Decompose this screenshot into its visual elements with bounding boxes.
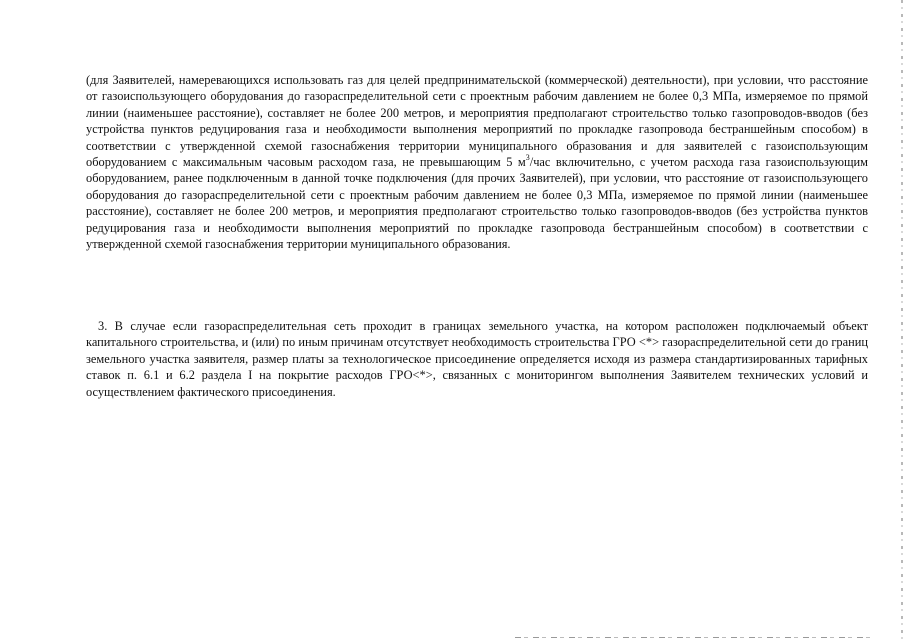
paragraph-3: 3. В случае если газораспределительная сеть проходит в границах земельного участка, на котором расположен подключаемый объект капитального строительства, и (или) по иным причинам отсутствует необходимость строительства ГРО <*> газораспределительной сети до границ земельного участка заявителя, размер платы за технологическое присоединение определяется исходя из размера стандартизированных тарифных ставок п. 6.1 и 6.2 раздела I на покрытие расходов ГРО<*>, связанных с мониторингом выполнения Заявителем технических условий и осуществлением фактического присоединения.	[86, 319, 868, 399]
paragraph-1-text-b: /час включительно, с учетом расхода газа газоиспользующим оборудованием, ранее подключенным в данной точке подключения (для прочих Заявителей), при условии, что расстояние от газоиспользующего оборудования до газораспределительной сети с проектным рабочим давлением не более 0,3 МПа, измеряемое по прямой линии (наименьшее расстояние), составляет не более 200 метров, и мероприятия предполагают строительство только газопроводов-вводов (без устройства пунктов редуцирования газа и необходимости выполнения мероприятий по прокладке газопровода бестраншейным способом) в соответствии с утвержденной схемой газоснабжения территории муниципального образования.	[86, 155, 868, 252]
paragraph-1-text-a: (для Заявителей, намеревающихся использовать газ для целей предпринимательской (коммерческой) деятельности), при условии, что расстояние от газоиспользующего оборудования до газораспределительной сети с проектным рабочим давлением не более 0,3 МПа, измеряемое по прямой линии (наименьшее расстояние), составляет не более 200 метров, и мероприятия предполагают строительство только газопроводов-вводов (без устройства пунктов редуцирования газа и необходимости выполнения мероприятий по прокладке газопровода бестраншейным способом) в соответствии с утвержденной схемой газоснабжения территории муниципального образования и для заявителей с газоиспользующим оборудованием с максимальным часовым расходом газа, не превышающим 5 м	[86, 73, 868, 170]
scan-edge-artifact	[901, 0, 903, 640]
scan-bottom-artifact	[515, 637, 875, 638]
paragraph-1	[86, 72, 868, 252]
cubic-superscript: 3	[525, 152, 530, 162]
